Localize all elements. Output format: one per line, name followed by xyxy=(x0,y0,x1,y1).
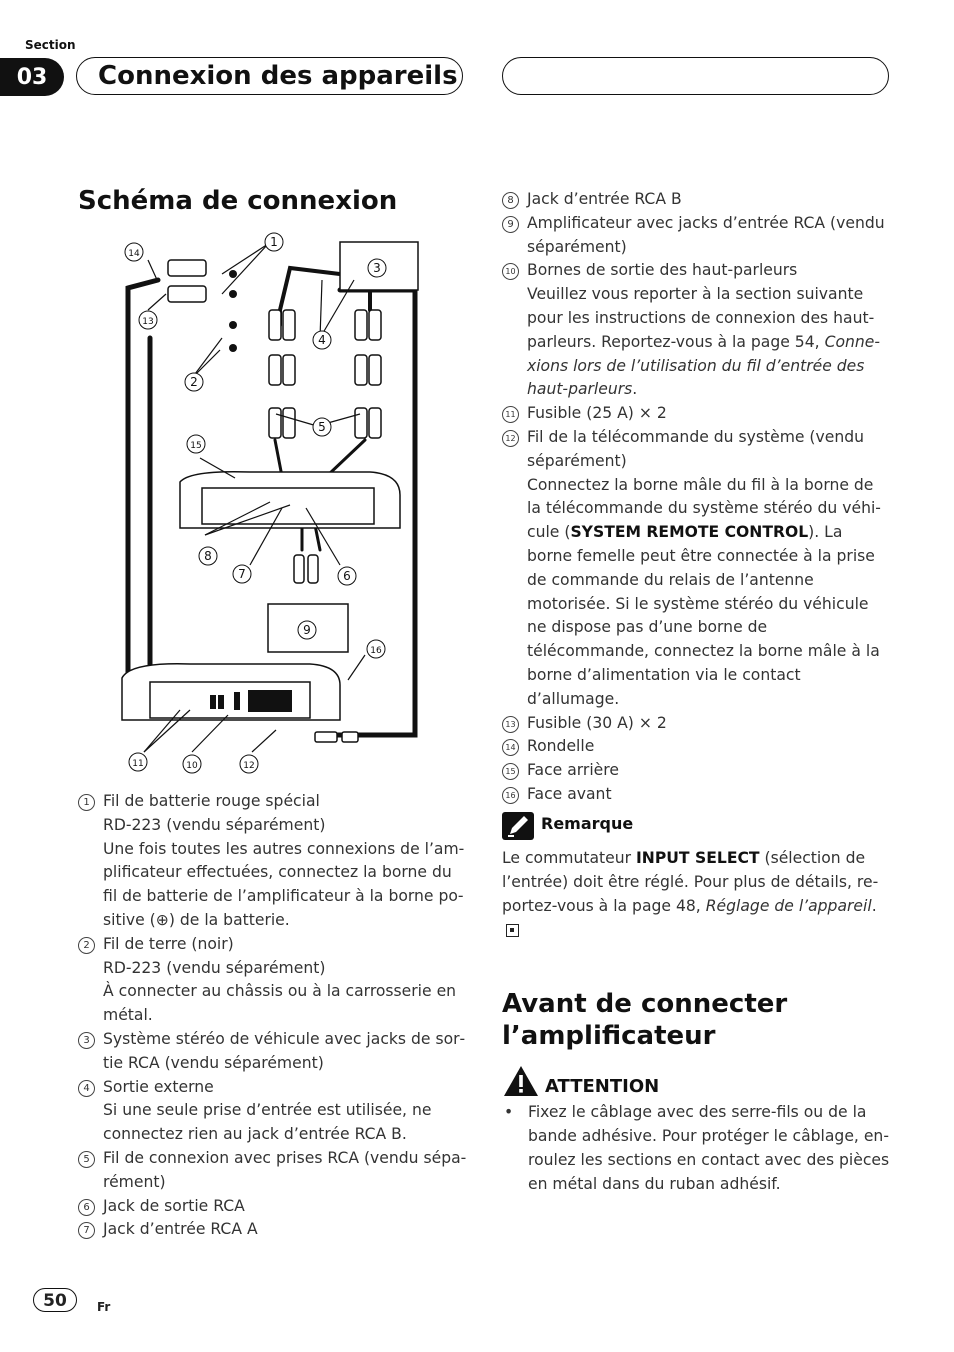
language-code: Fr xyxy=(97,1300,111,1314)
legend-item-15: 15 Face arrière xyxy=(502,759,892,783)
legend-item-2: 2 Fil de terre (noir) RD-223 (vendu séparément) À connecter au châssis ou à la carrosserie en métal. xyxy=(78,933,468,1028)
legend-left xyxy=(78,790,468,1242)
legend-item-13: 13 Fusible (30 A) × 2 xyxy=(502,712,892,736)
svg-text:7: 7 xyxy=(238,567,246,581)
wiring-diagram xyxy=(110,230,430,780)
callout-9 xyxy=(298,621,316,639)
end-mark-icon xyxy=(506,924,519,937)
header-empty-frame xyxy=(502,57,889,95)
callout-2 xyxy=(185,373,203,391)
callout-11 xyxy=(129,753,147,771)
callout-12 xyxy=(240,755,258,773)
svg-text:12: 12 xyxy=(243,761,255,771)
legend-item-7: 7 Jack d’entrée RCA A xyxy=(78,1218,468,1242)
svg-text:16: 16 xyxy=(370,646,382,656)
chapter-title: Connexion des appareils xyxy=(98,61,458,91)
legend-item-8: 8 Jack d’entrée RCA B xyxy=(502,188,892,212)
pencil-note-icon xyxy=(502,812,534,840)
callout-1 xyxy=(265,233,283,251)
svg-text:3: 3 xyxy=(373,261,381,275)
callout-10 xyxy=(183,755,201,773)
legend-right xyxy=(502,188,892,807)
attention-item: • Fixez le câblage avec des serre-fils ou de la bande adhésive. Pour protéger le câblage, enroulez les sections en contact avec des pièces en métal dans du ruban adhésif. xyxy=(502,1100,892,1196)
legend-item-4: 4 Sortie externe Si une seule prise d’entrée est utilisée, ne connectez rien au jack d’entrée RCA B. xyxy=(78,1076,468,1147)
callout-4 xyxy=(313,331,331,349)
legend-item-9: 9 Amplificateur avec jacks d’entrée RCA (vendu séparément) xyxy=(502,212,892,260)
callout-3 xyxy=(368,259,386,277)
page-number: 50 xyxy=(33,1288,77,1312)
legend-item-5: 5 Fil de connexion avec prises RCA (vendu séparément) xyxy=(78,1147,468,1195)
remarque-text: Le commutateur INPUT SELECT (sélection de l’entrée) doit être réglé. Pour plus de détails, reportez-vous à la page 48, Réglage de l’appareil. xyxy=(502,846,892,942)
section-number-badge: 03 xyxy=(0,58,64,96)
svg-text:2: 2 xyxy=(190,375,198,389)
legend-item-14: 14 Rondelle xyxy=(502,735,892,759)
callout-5 xyxy=(313,418,331,436)
legend-item-6: 6 Jack de sortie RCA xyxy=(78,1195,468,1219)
svg-text:14: 14 xyxy=(128,249,140,259)
heading-before-connecting: Avant de connecter l’amplificateur xyxy=(502,989,788,1051)
svg-text:15: 15 xyxy=(190,441,202,451)
callout-6 xyxy=(338,567,356,585)
callout-7 xyxy=(233,565,251,583)
legend-item-1: 1 Fil de batterie rouge spécial RD-223 (vendu séparément) Une fois toutes les autres connexions de l’amplificateur effectuées, connectez la borne du fil de batterie de l’amplificateur à la borne positive (⊕) de la batterie. xyxy=(78,790,468,933)
callout-13 xyxy=(139,311,157,329)
attention-list xyxy=(502,1100,892,1196)
remarque-label: Remarque xyxy=(541,814,634,833)
svg-text:8: 8 xyxy=(204,549,212,563)
heading-connection-diagram: Schéma de connexion xyxy=(78,186,398,216)
svg-text:13: 13 xyxy=(142,317,154,327)
section-label: Section xyxy=(25,38,76,52)
callout-8 xyxy=(199,547,217,565)
legend-item-3: 3 Système stéréo de véhicule avec jacks de sortie RCA (vendu séparément) xyxy=(78,1028,468,1076)
warning-triangle-icon xyxy=(502,1064,540,1098)
legend-item-12: 12 Fil de la télécommande du système (vendu séparément) Connectez la borne mâle du fil à la borne de la télécommande du système stéréo du véhicule (SYSTEM REMOTE CONTROL). La borne femelle peut être connectée à la prise de commande du relais de l’antenne motorisée. Si le système stéréo du véhicule ne dispose pas d’une borne de télécommande, connectez la borne mâle à la borne d’alimentation via le contact d’allumage. xyxy=(502,426,892,712)
legend-item-11: 11 Fusible (25 A) × 2 xyxy=(502,402,892,426)
svg-text:10: 10 xyxy=(186,761,198,771)
svg-text:4: 4 xyxy=(318,333,326,347)
svg-text:9: 9 xyxy=(303,623,311,637)
svg-text:11: 11 xyxy=(132,759,144,769)
svg-text:6: 6 xyxy=(343,569,351,583)
legend-item-10: 10 Bornes de sortie des haut-parleurs Veuillez vous reporter à la section suivante pour les instructions de connexion des haut-parleurs. Reportez-vous à la page 54, Connexions lors de l’utilisation du fil d’entrée des haut-parleurs. xyxy=(502,259,892,402)
svg-text:5: 5 xyxy=(318,420,326,434)
callout-14 xyxy=(125,243,143,261)
svg-text:1: 1 xyxy=(270,235,278,249)
attention-label: ATTENTION xyxy=(545,1076,660,1097)
callout-15 xyxy=(187,435,205,453)
callout-16 xyxy=(367,640,385,658)
legend-item-16: 16 Face avant xyxy=(502,783,892,807)
